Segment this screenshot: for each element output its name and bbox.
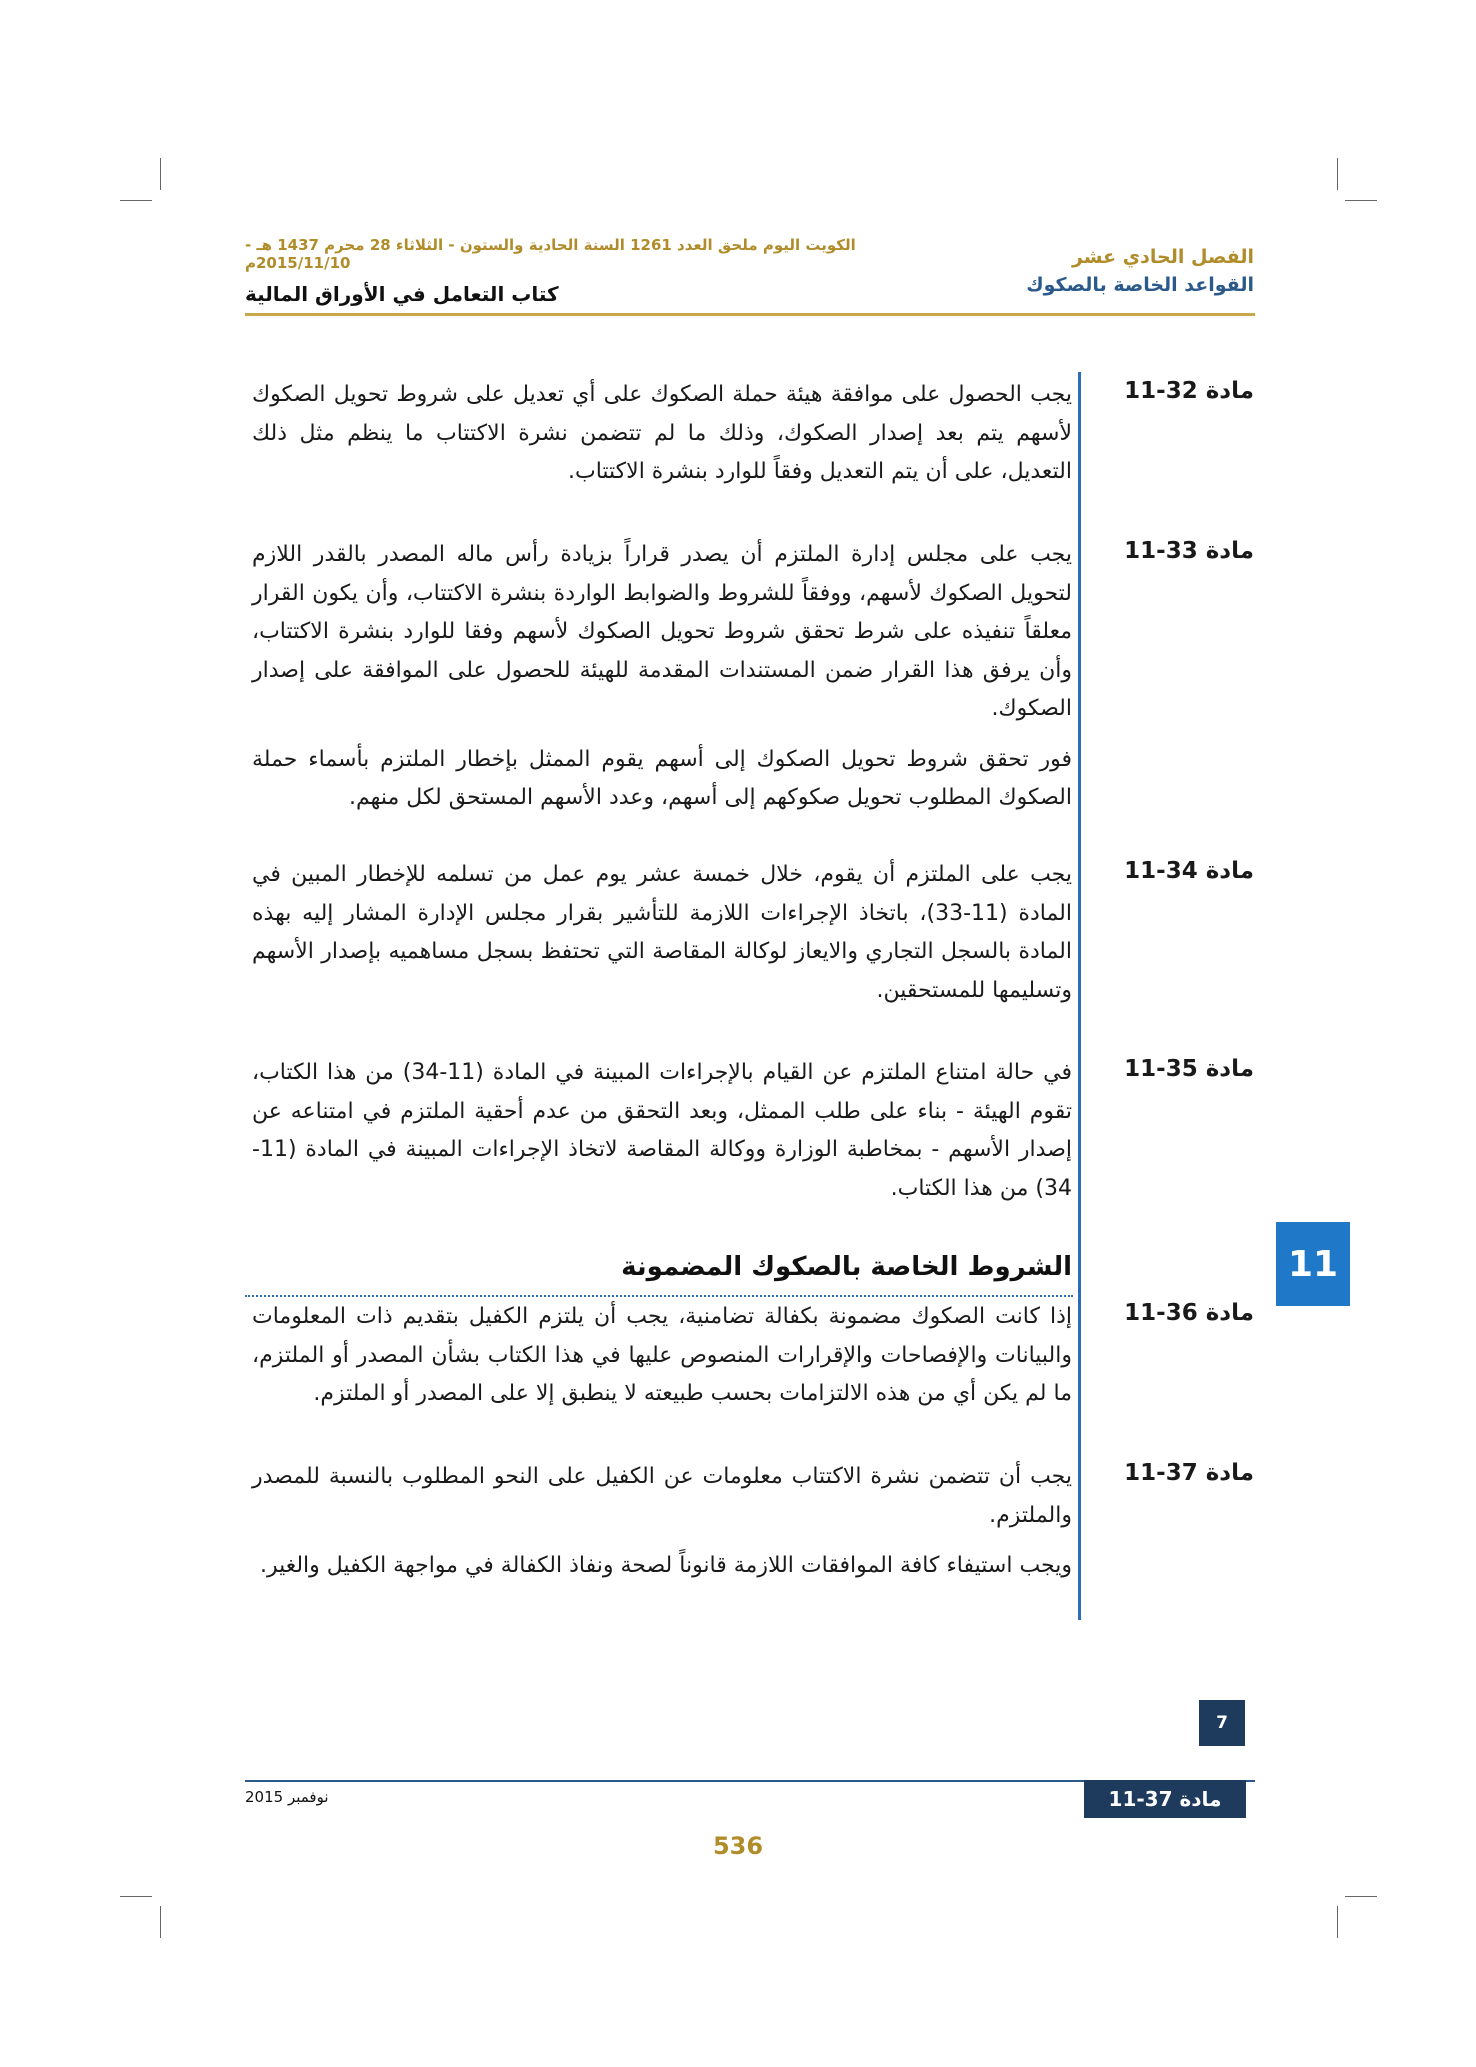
gazette-line: الكويت اليوم ملحق العدد 1261 السنة الحادية والستون - الثلاثاء 28 محرم 1437 هـ - 2015/11/10م — [245, 236, 856, 272]
article-body — [252, 1298, 1072, 1414]
section-subtitle: القواعد الخاصة بالصكوك — [1026, 274, 1254, 296]
article-label: مادة 11-34 — [1124, 858, 1254, 884]
crop-mark — [1337, 158, 1338, 190]
article-divider-line — [1078, 372, 1081, 1620]
footer-date: نوفمبر 2015 — [245, 1788, 329, 1806]
dotted-divider — [245, 1295, 1073, 1297]
article-label: مادة 11-33 — [1124, 538, 1254, 564]
chapter-page-box: 7 — [1199, 1700, 1245, 1746]
article-body — [252, 1458, 1072, 1586]
article-paragraph: ويجب استيفاء كافة الموافقات اللازمة قانوناً لصحة ونفاذ الكفالة في مواجهة الكفيل والغير. — [259, 1553, 1072, 1578]
article-paragraph: يجب على الملتزم أن يقوم، خلال خمسة عشر يوم عمل من تسلمه للإخطار المبين في المادة (11-33)، باتخاذ الإجراءات اللازمة للتأشير بقرار مجلس الإدارة المشار إليه بهذه المادة بالسجل التجاري والايعاز لوكالة المقاصة التي تحتفظ بسجل مساهميه بإصدار الأسهم وتسليمها للمستحقين. — [252, 862, 1072, 1003]
article-body — [252, 536, 1072, 818]
section-heading: الشروط الخاصة بالصكوك المضمونة — [621, 1252, 1072, 1282]
article-label: مادة 11-32 — [1124, 378, 1254, 404]
crop-mark — [120, 200, 152, 201]
article-paragraph: يجب على مجلس إدارة الملتزم أن يصدر قراراً بزيادة رأس ماله المصدر بالقدر اللازم لتحويل الصكوك لأسهم، ووفقاً للشروط والضوابط الواردة بنشرة الاكتتاب، وأن يكون القرار معلقاً تنفيذه على شرط تحقق شروط تحويل الصكوك لأسهم وفقا للوارد بنشرة الاكتتاب، وأن يرفق هذا القرار ضمن المستندات المقدمة للهيئة للحصول على الموافقة على إصدار الصكوك. — [252, 542, 1072, 721]
page-number: 536 — [712, 1832, 764, 1860]
article-label: مادة 11-37 — [1124, 1460, 1254, 1486]
book-title: كتاب التعامل في الأوراق المالية — [245, 282, 559, 306]
crop-mark — [1337, 1906, 1338, 1938]
article-paragraph: إذا كانت الصكوك مضمونة بكفالة تضامنية، يجب أن يلتزم الكفيل بتقديم ذات المعلومات والبيانات والإفصاحات والإقرارات المنصوص عليها في هذا الكتاب بشأن المصدر أو الملتزم، ما لم يكن أي من هذه الالتزامات بحسب طبيعته لا ينطبق إلا على المصدر أو الملتزم. — [252, 1304, 1072, 1406]
article-paragraph: يجب أن تتضمن نشرة الاكتتاب معلومات عن الكفيل على النحو المطلوب بالنسبة للمصدر والملتزم. — [252, 1464, 1072, 1528]
article-body — [252, 376, 1072, 492]
article-label: مادة 11-35 — [1124, 1056, 1254, 1082]
crop-mark — [120, 1896, 152, 1897]
article-paragraph: فور تحقق شروط تحويل الصكوك إلى أسهم يقوم الممثل بإخطار الملتزم بأسماء حملة الصكوك المطلوب تحويل صكوكهم إلى أسهم، وعدد الأسهم المستحق لكل منهم. — [252, 746, 1072, 810]
article-label: مادة 11-36 — [1124, 1300, 1254, 1326]
crop-mark — [1345, 1896, 1377, 1897]
article-body — [252, 856, 1072, 1010]
crop-mark — [160, 1906, 161, 1938]
article-paragraph: في حالة امتناع الملتزم عن القيام بالإجراءات المبينة في المادة (11-34) من هذا الكتاب، تقوم الهيئة - بناء على طلب الممثل، وبعد التحقق من عدم أحقية الملتزم في امتناعه عن إصدار الأسهم - بمخاطبة الوزارة ووكالة المقاصة لاتخاذ الإجراءات المبينة في المادة (11-34) من هذا الكتاب. — [252, 1060, 1072, 1201]
chapter-title: الفصل الحادي عشر — [1071, 246, 1254, 268]
article-paragraph: يجب الحصول على موافقة هيئة حملة الصكوك على أي تعديل على شروط تحويل الصكوك لأسهم يتم بعد إصدار الصكوك، وذلك ما لم تتضمن نشرة الاكتتاب ما ينظم مثل ذلك التعديل، على أن يتم التعديل وفقاً للوارد بنشرة الاكتتاب. — [252, 382, 1072, 484]
footer-article-badge: مادة 11-37 — [1084, 1780, 1246, 1818]
chapter-tab: 11 — [1276, 1222, 1350, 1306]
crop-mark — [1345, 200, 1377, 201]
header-rule — [245, 313, 1255, 316]
article-body — [252, 1054, 1072, 1208]
crop-mark — [160, 158, 161, 190]
